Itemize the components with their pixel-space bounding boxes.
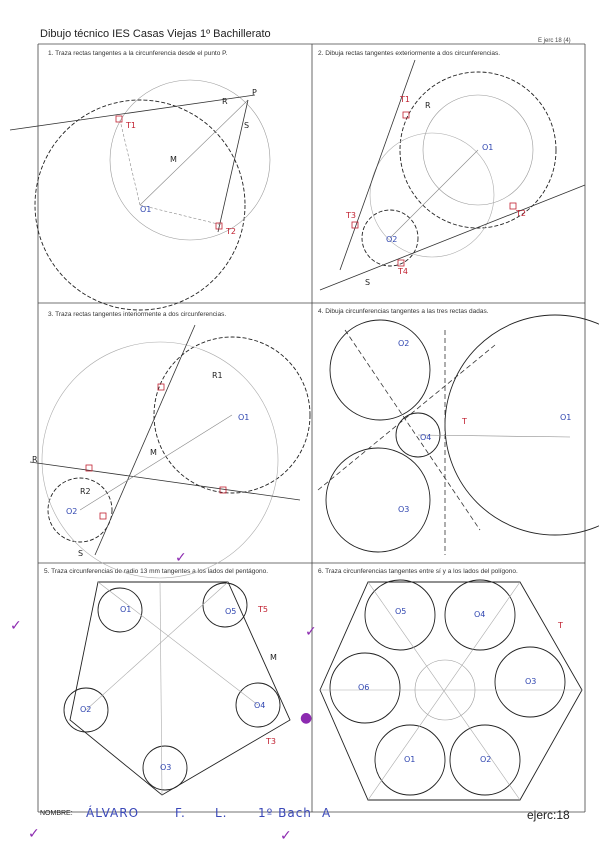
center-o1-ex4: O1 (560, 413, 572, 422)
student-name: ÁLVARO (86, 806, 140, 820)
center-o2-ex2: O2 (386, 235, 398, 244)
tangent-point-t-ex6: T (558, 621, 563, 630)
tangent-point-t4-ex2: T4 (398, 267, 408, 276)
check-mark-icon: ✓ (28, 826, 40, 842)
point-s-ex1: S (244, 121, 250, 130)
ex1-drawing (10, 80, 270, 310)
point-p-ex1: P (252, 88, 257, 97)
center-o2-ex6: O2 (480, 755, 492, 764)
center-o4-ex4: O4 (420, 433, 432, 442)
center-o5-ex6: O5 (395, 607, 407, 616)
tangent-point-t5-ex5: T5 (258, 605, 268, 614)
center-o3-ex5: O3 (160, 763, 172, 772)
ex3-drawing (30, 325, 310, 578)
center-o2-ex5: O2 (80, 705, 92, 714)
point-r-ex1: R (222, 97, 228, 106)
check-mark-icon: ✓ (280, 828, 292, 844)
tangent-point-t3-ex5: T3 (266, 737, 276, 746)
line-r-ex3: R (32, 455, 38, 464)
check-mark-icon: ● (300, 710, 313, 726)
midpoint-m-ex3: M (150, 448, 157, 457)
panel-frames (38, 44, 585, 812)
tangent-point-t1-ex1: T1 (126, 121, 136, 130)
radius-r2-ex3: R2 (80, 487, 91, 496)
center-o1-ex3: O1 (238, 413, 250, 422)
caption-ex4: 4. Dibuja circunferencias tangentes a las tres rectas dadas. (318, 308, 489, 315)
check-mark-icon: ✓ (10, 618, 22, 634)
student-group-letter: A (322, 806, 332, 820)
midpoint-m-ex1: M (170, 155, 177, 164)
center-o4-ex6: O4 (474, 610, 486, 619)
line-s-ex3: S (78, 549, 84, 558)
tangent-point-t1-ex2: T1 (400, 95, 410, 104)
sheet-code: E jerc 18 (4) (538, 38, 571, 44)
line-s-ex2: S (365, 278, 371, 287)
tangent-point-t-ex4: T (462, 417, 467, 426)
center-o2-ex3: O2 (66, 507, 78, 516)
center-o3-ex6: O3 (525, 677, 537, 686)
caption-ex1: 1. Traza rectas tangentes a la circunferencia desde el punto P. (48, 50, 228, 57)
caption-ex5: 5. Traza circunferencias de radio 13 mm tangentes a los lados del pentágono. (44, 568, 269, 575)
center-o1-ex1: O1 (140, 205, 152, 214)
exercise-number: ejerc:18 (527, 808, 570, 822)
student-initial-2: L. (215, 806, 228, 820)
center-o1-ex6: O1 (404, 755, 416, 764)
ex2-drawing (320, 60, 585, 290)
check-mark-icon: ✓ (175, 550, 187, 566)
center-o1-ex5: O1 (120, 605, 132, 614)
page-title: Dibujo técnico IES Casas Viejas 1º Bachillerato (40, 28, 271, 40)
name-label: NOMBRE: (40, 810, 73, 817)
center-o5-ex5: O5 (225, 607, 237, 616)
caption-ex2: 2. Dibuja rectas tangentes exteriormente a dos circunferencias. (318, 50, 501, 57)
center-o3-ex4: O3 (398, 505, 410, 514)
center-o4-ex5: O4 (254, 701, 266, 710)
center-o1-ex2: O1 (482, 143, 494, 152)
check-mark-icon: ✓ (305, 624, 317, 640)
caption-ex3: 3. Traza rectas tangentes interiormente a dos circunferencias. (48, 311, 227, 318)
line-r-ex2: R (425, 101, 431, 110)
ex4-drawing (318, 315, 599, 555)
caption-ex6: 6. Traza circunferencias tangentes entre sí y a los lados del polígono. (318, 568, 518, 575)
center-o2-ex4: O2 (398, 339, 410, 348)
tangent-point-t2-ex1: T2 (226, 227, 236, 236)
student-initial-1: F. (175, 806, 186, 820)
radius-r1-ex3: R1 (212, 371, 223, 380)
center-o6-ex6: O6 (358, 683, 370, 692)
ex5-drawing (64, 582, 290, 795)
tangent-point-t2-ex2: T2 (516, 209, 526, 218)
tangent-point-t3-ex2: T3 (346, 211, 356, 220)
student-group: 1º Bach (258, 806, 312, 820)
midpoint-m-ex5: M (270, 653, 277, 662)
